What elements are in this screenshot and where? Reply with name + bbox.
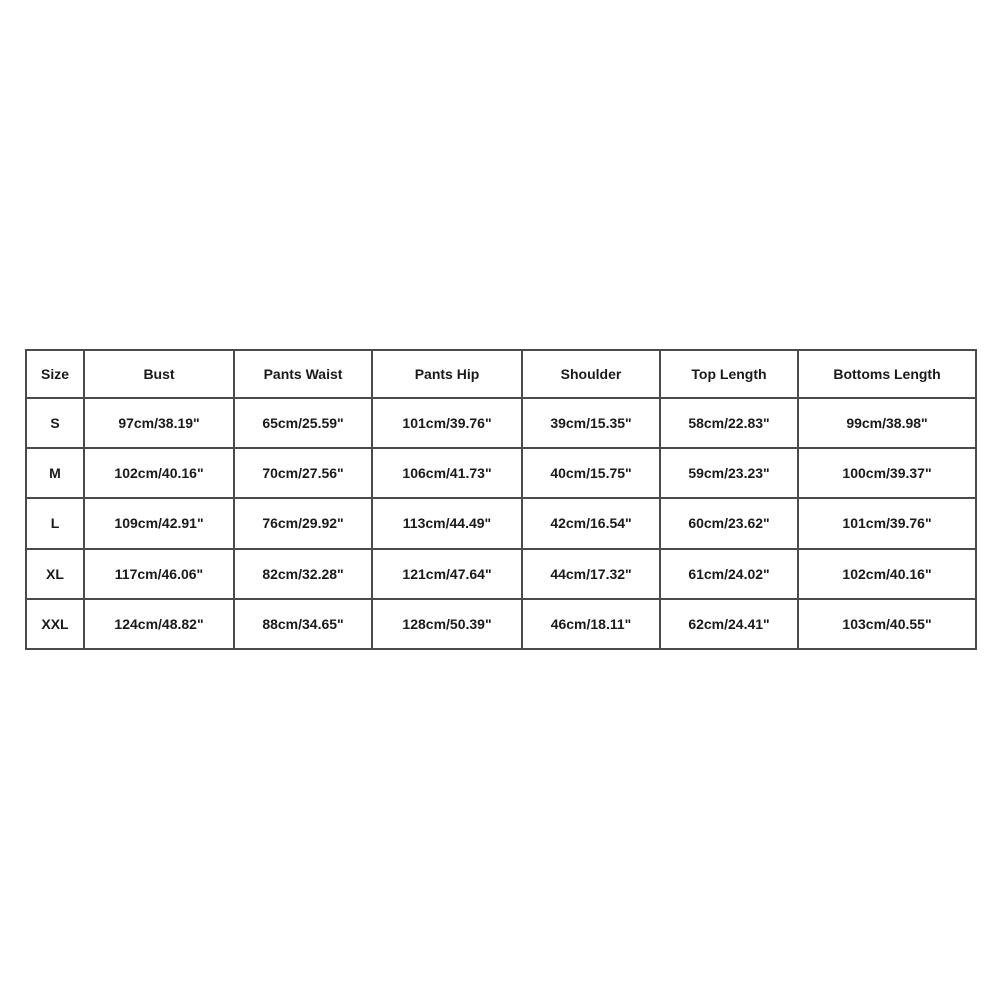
table-row [26, 448, 976, 498]
header-pants-waist: Pants Waist [234, 350, 372, 398]
header-size: Size [26, 350, 84, 398]
cell-pants-hip: 101cm/39.76" [372, 398, 522, 448]
size-chart-table [25, 349, 977, 650]
header-top-length: Top Length [660, 350, 798, 398]
cell-shoulder: 40cm/15.75" [522, 448, 660, 498]
cell-top-length: 59cm/23.23" [660, 448, 798, 498]
cell-top-length: 60cm/23.62" [660, 498, 798, 548]
cell-shoulder: 44cm/17.32" [522, 549, 660, 599]
table-row [26, 549, 976, 599]
cell-pants-waist: 65cm/25.59" [234, 398, 372, 448]
cell-size: M [26, 448, 84, 498]
cell-bust: 97cm/38.19" [84, 398, 234, 448]
cell-size: L [26, 498, 84, 548]
table-row [26, 498, 976, 548]
cell-top-length: 62cm/24.41" [660, 599, 798, 649]
cell-pants-waist: 88cm/34.65" [234, 599, 372, 649]
cell-shoulder: 46cm/18.11" [522, 599, 660, 649]
table-row [26, 599, 976, 649]
header-row [26, 350, 976, 398]
header-shoulder: Shoulder [522, 350, 660, 398]
cell-size: XL [26, 549, 84, 599]
cell-pants-waist: 70cm/27.56" [234, 448, 372, 498]
header-bust: Bust [84, 350, 234, 398]
cell-bottoms-length: 100cm/39.37" [798, 448, 976, 498]
cell-shoulder: 42cm/16.54" [522, 498, 660, 548]
cell-top-length: 58cm/22.83" [660, 398, 798, 448]
cell-shoulder: 39cm/15.35" [522, 398, 660, 448]
cell-pants-hip: 106cm/41.73" [372, 448, 522, 498]
header-pants-hip: Pants Hip [372, 350, 522, 398]
cell-size: XXL [26, 599, 84, 649]
cell-pants-hip: 128cm/50.39" [372, 599, 522, 649]
header-bottoms-length: Bottoms Length [798, 350, 976, 398]
cell-top-length: 61cm/24.02" [660, 549, 798, 599]
cell-bottoms-length: 103cm/40.55" [798, 599, 976, 649]
cell-pants-hip: 121cm/47.64" [372, 549, 522, 599]
cell-bottoms-length: 99cm/38.98" [798, 398, 976, 448]
cell-bust: 117cm/46.06" [84, 549, 234, 599]
cell-bottoms-length: 101cm/39.76" [798, 498, 976, 548]
cell-pants-hip: 113cm/44.49" [372, 498, 522, 548]
cell-bust: 102cm/40.16" [84, 448, 234, 498]
cell-bust: 124cm/48.82" [84, 599, 234, 649]
cell-size: S [26, 398, 84, 448]
cell-bust: 109cm/42.91" [84, 498, 234, 548]
cell-pants-waist: 76cm/29.92" [234, 498, 372, 548]
cell-pants-waist: 82cm/32.28" [234, 549, 372, 599]
cell-bottoms-length: 102cm/40.16" [798, 549, 976, 599]
table-row [26, 398, 976, 448]
